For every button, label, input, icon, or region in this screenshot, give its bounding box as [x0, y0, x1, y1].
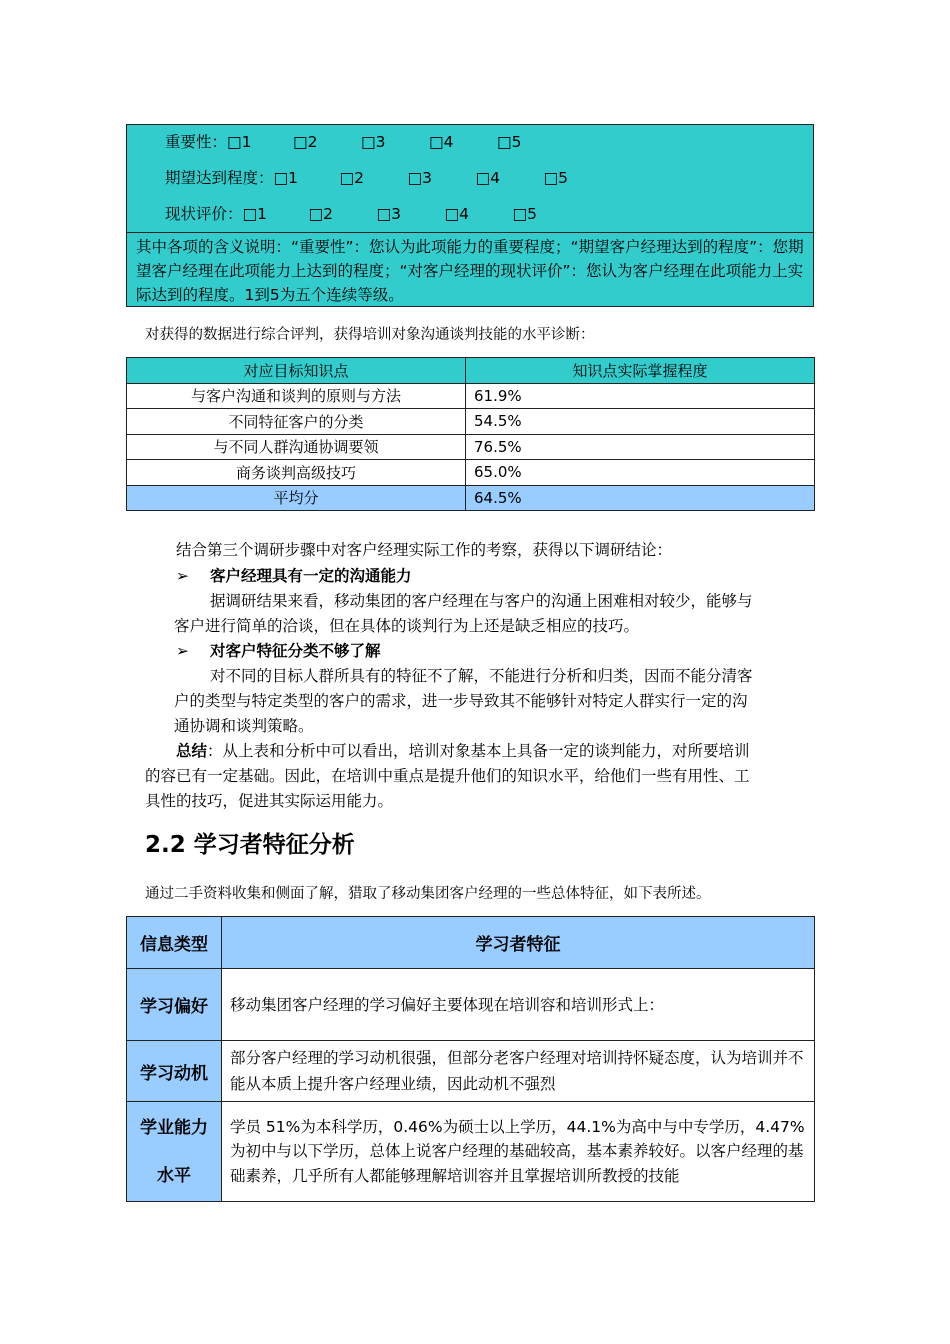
row-key: 学习动机 [127, 1041, 222, 1102]
arrow-bullet-icon: ➢ [176, 567, 189, 585]
survey-row-expectation [165, 166, 568, 188]
summary-line [176, 739, 750, 765]
table-cell: 不同特征客户的分类 [127, 409, 466, 435]
table-cell: 61.9% [466, 383, 815, 409]
survey-row-label: 现状评价： [165, 205, 243, 223]
bullet-body-line: 对不同的目标人群所具有的特征不了解，不能进行分析和归类，因而不能分清客 [210, 667, 753, 685]
section-title: 2.2 学习者特征分析 [145, 832, 355, 858]
arrow-bullet-icon: ➢ [176, 642, 189, 660]
bullet-body-line: 客户进行简单的洽谈，但在具体的谈判行为上还是缺乏相应的技巧。 [174, 617, 640, 635]
checkbox-option[interactable]: □4 [444, 205, 470, 223]
summary-label: 总结 [176, 742, 208, 760]
bullet-body-line: 据调研结果来看，移动集团的客户经理在与客户的沟通上困难相对较少，能够与 [210, 592, 753, 610]
row-key [127, 1102, 222, 1202]
checkbox-option[interactable]: □1 [227, 133, 252, 151]
table-cell: 平均分 [127, 485, 466, 511]
bullet-body-line: 通协调和谈判策略。 [174, 717, 314, 735]
row-value: 移动集团客户经理的学习偏好主要体现在培训容和培训形式上： [222, 969, 815, 1041]
survey-row-current [165, 202, 537, 224]
table-cell: 与客户沟通和谈判的原则与方法 [127, 383, 466, 409]
column-header: 知识点实际掌握程度 [466, 358, 815, 384]
table-row [127, 383, 815, 409]
table-row [127, 1102, 815, 1202]
row-key-line: 学业能力 [140, 1117, 208, 1138]
column-header: 对应目标知识点 [127, 358, 466, 384]
table-row [127, 1041, 815, 1102]
checkbox-option[interactable]: □1 [242, 205, 268, 223]
bullet-heading [176, 639, 381, 661]
checkbox-option[interactable]: □2 [339, 169, 365, 187]
table-cell: 54.5% [466, 409, 815, 435]
table-cell: 65.0% [466, 460, 815, 486]
summary-text: ：从上表和分析中可以看出，培训对象基本上具备一定的谈判能力，对所要培训 [207, 742, 750, 760]
score-table [126, 357, 815, 511]
survey-row-label: 期望达到程度： [165, 169, 274, 187]
survey-row-label: 重要性： [165, 133, 228, 151]
row-value: 部分客户经理的学习动机很强，但部分老客户经理对培训持怀疑态度，认为培训并不能从本质上提升客户经理业绩，因此动机不强烈 [222, 1041, 815, 1102]
intro-paragraph: 对获得的数据进行综合评判，获得培训对象沟通谈判技能的水平诊断： [145, 327, 595, 343]
table-cell: 与不同人群沟通协调要领 [127, 434, 466, 460]
table-cell: 64.5% [466, 485, 815, 511]
table-header-row [127, 917, 815, 969]
average-row [127, 485, 815, 511]
table-row [127, 409, 815, 435]
table-cell: 76.5% [466, 434, 815, 460]
column-header: 学习者特征 [222, 917, 815, 969]
checkbox-option[interactable]: □5 [543, 169, 569, 187]
intro-paragraph: 通过二手资料收集和侧面了解，猎取了移动集团客户经理的一些总体特征，如下表所述。 [145, 886, 711, 902]
checkbox-option[interactable]: □3 [376, 205, 402, 223]
checkbox-option[interactable]: □3 [361, 133, 386, 151]
checkbox-option[interactable]: □2 [308, 205, 334, 223]
conclusion-intro: 结合第三个调研步骤中对客户经理实际工作的考察，获得以下调研结论： [176, 541, 673, 559]
table-row [127, 434, 815, 460]
bullet-heading [176, 564, 412, 586]
checkbox-option[interactable]: □5 [497, 133, 522, 151]
learner-table [126, 916, 815, 1202]
bullet-body-line: 户的类型与特定类型的客户的需求，进一步导致其不能够针对特定人群实行一定的沟 [174, 692, 748, 710]
row-value: 学员 51%为本科学历，0.46%为硕士以上学历，44.1%为高中与中专学历，4.47%为初中与以下学历，总体上说客户经理的基础较高，基本素养较好。以客户经理的基础素养，几乎所有人都能够理解培训容并且掌握培训所教授的技能 [222, 1102, 815, 1202]
survey-note: 其中各项的含义说明：“重要性”：您认为此项能力的重要程度；“期望客户经理达到的程度”：您期望客户经理在此项能力上达到的程度；“对客户经理的现状评价”：您认为客户经理在此项能力上实际达到的程度。1到5为五个连续等级。 [136, 238, 804, 304]
survey-row-importance [165, 130, 522, 152]
row-key-line: 水平 [157, 1165, 191, 1186]
checkbox-option[interactable]: □1 [273, 169, 299, 187]
summary-line: 的容已有一定基础。因此，在培训中重点是提升他们的知识水平，给他们一些有用性、工 [145, 767, 750, 785]
divider [127, 232, 813, 233]
bullet-title: 对客户特征分类不够了解 [210, 642, 381, 660]
checkbox-option[interactable]: □4 [475, 169, 501, 187]
checkbox-option[interactable]: □2 [293, 133, 318, 151]
table-row [127, 460, 815, 486]
checkbox-option[interactable]: □5 [512, 205, 538, 223]
checkbox-option[interactable]: □3 [407, 169, 433, 187]
survey-box [126, 124, 814, 307]
table-row [127, 969, 815, 1041]
row-key: 学习偏好 [127, 969, 222, 1041]
bullet-title: 客户经理具有一定的沟通能力 [210, 567, 412, 585]
table-cell: 商务谈判高级技巧 [127, 460, 466, 486]
table-header-row [127, 358, 815, 384]
checkbox-option[interactable]: □4 [429, 133, 454, 151]
column-header: 信息类型 [127, 917, 222, 969]
summary-line: 具性的技巧，促进其实际运用能力。 [145, 792, 394, 810]
